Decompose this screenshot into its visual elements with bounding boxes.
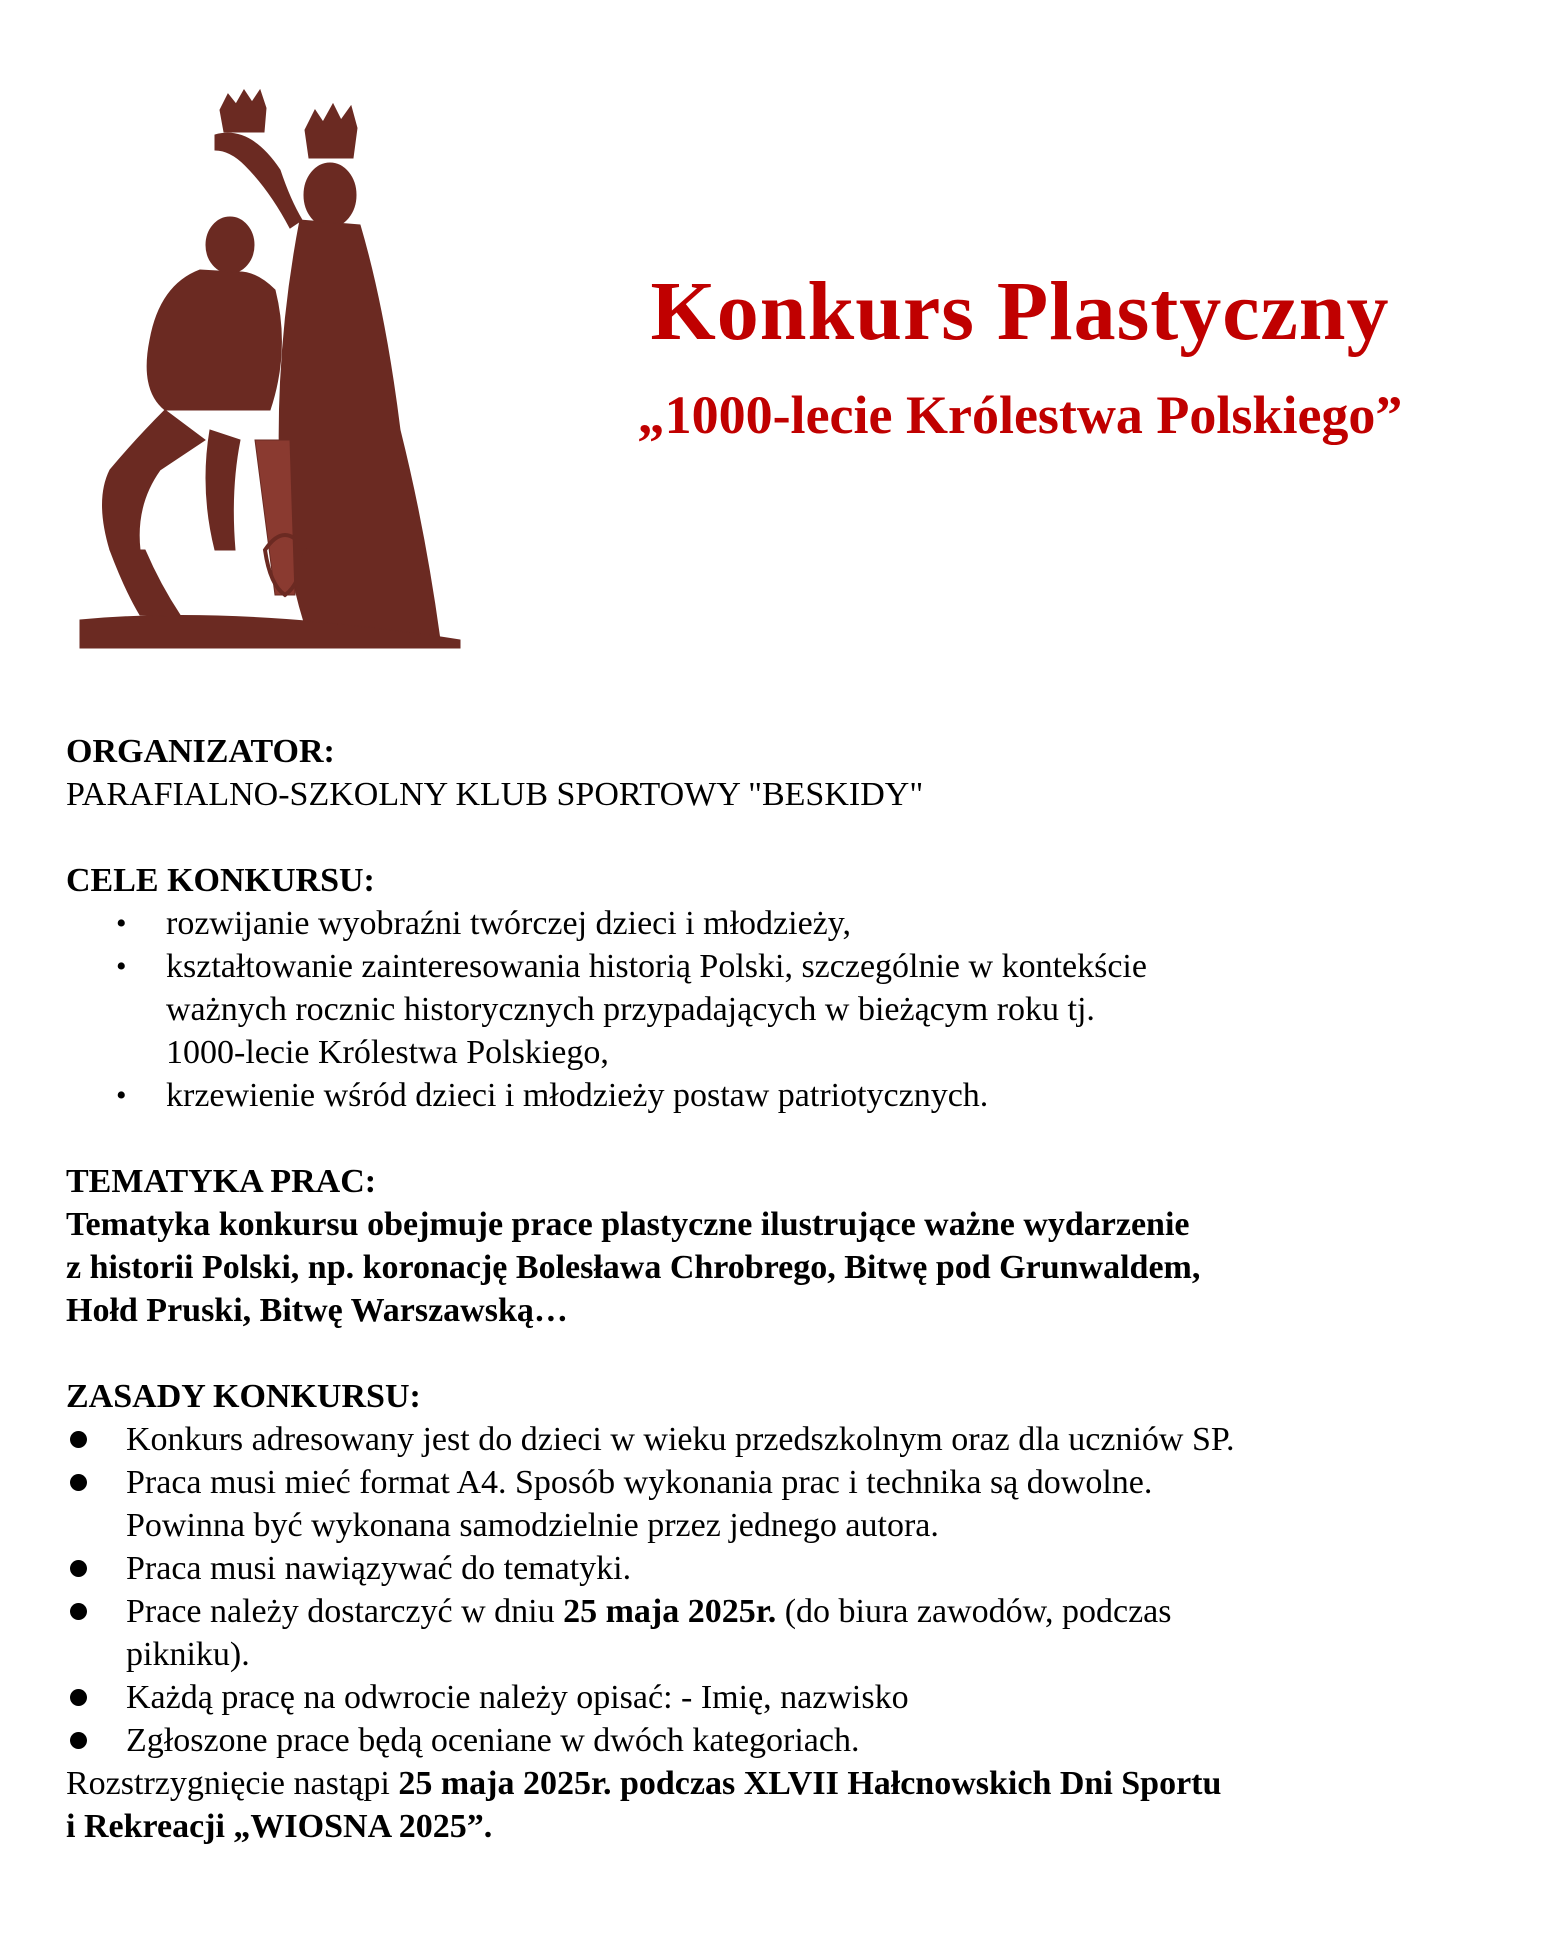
list-item: Konkurs adresowany jest do dzieci w wieku przedszkolnym oraz dla uczniów SP. [66, 1418, 1506, 1461]
organizer-heading: ORGANIZATOR: [66, 733, 335, 770]
list-item: Praca musi mieć format A4. Sposób wykonania prac i technika są dowolne. Powinna być wykonana samodzielnie przez jednego autora. [66, 1461, 1506, 1547]
list-item: Każdą pracę na odwrocie należy opisać: - Imię, nazwisko [66, 1676, 1506, 1719]
themes-heading: TEMATYKA PRAC: [66, 1163, 377, 1200]
page-title: Konkurs Plastyczny [650, 265, 1390, 358]
themes-line: z historii Polski, np. koronację Bolesława Chrobrego, Bitwę pod Grunwaldem, [66, 1249, 1201, 1286]
list-item: Praca musi nawiązywać do tematyki. [66, 1547, 1506, 1590]
rules-list [66, 1418, 1506, 1762]
goals-list [66, 902, 1506, 1117]
list-item: • kształtowanie zainteresowania historią Polski, szczególnie w kontekście ważnych rocznic historycznych przypadających w bieżącym roku tj. 1000-lecie Królestwa Polskiego, [66, 945, 1506, 1074]
organizer-name: PARAFIALNO-SZKOLNY KLUB SPORTOWY "BESKIDY" [66, 776, 924, 813]
page-subtitle: „1000-lecie Królestwa Polskiego” [637, 385, 1403, 445]
list-item: Zgłoszone prace będą oceniane w dwóch kategoriach. [66, 1719, 1506, 1762]
resolution-line: i Rekreacji „WIOSNA 2025”. [66, 1808, 493, 1845]
coronation-illustration [40, 50, 480, 650]
list-item: • rozwijanie wyobraźni twórczej dzieci i młodzieży, [66, 902, 1506, 945]
list-item: Prace należy dostarczyć w dniu 25 maja 2025r. (do biura zawodów, podczas pikniku). [66, 1590, 1506, 1676]
rules-heading: ZASADY KONKURSU: [66, 1378, 421, 1415]
themes-line: Tematyka konkursu obejmuje prace plastyczne ilustrujące ważne wydarzenie [66, 1206, 1190, 1243]
list-item: • krzewienie wśród dzieci i młodzieży postaw patriotycznych. [66, 1074, 1506, 1117]
goals-heading: CELE KONKURSU: [66, 862, 375, 899]
resolution-line: Rozstrzygnięcie nastąpi 25 maja 2025r. podczas XLVII Hałcnowskich Dni Sportu [66, 1765, 1222, 1802]
title-block [500, 265, 1540, 445]
document-body [66, 730, 1506, 1848]
themes-line: Hołd Pruski, Bitwę Warszawską… [66, 1292, 568, 1329]
